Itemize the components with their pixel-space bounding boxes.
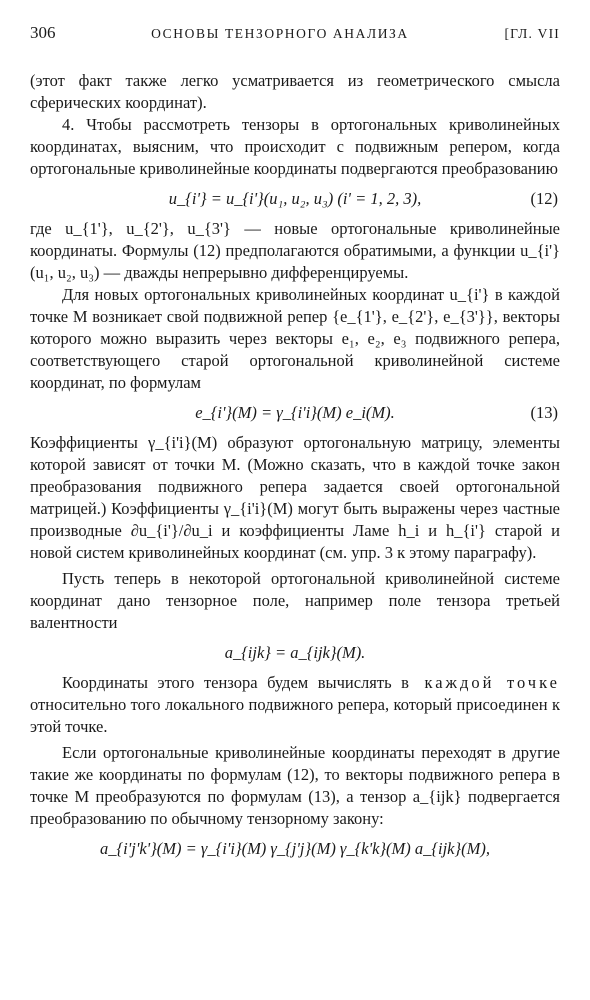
equation-13-body: e_{i'}(M) = γ_{i'i}(M) e_i(M). [195, 403, 395, 422]
equation-transformation-law [30, 830, 560, 868]
equation-tensor-field-body: a_{ijk} = a_{ijk}(M). [224, 643, 366, 662]
running-title: ОСНОВЫ ТЕНЗОРНОГО АНАЛИЗА [151, 26, 409, 41]
equation-12-body: u_{i'} = u_{i'}(u₁, u₂, u₃) (i' = 1, 2, 3), [168, 189, 422, 208]
paragraph-7-end: относительно того локального подвижного репера, который присоединен к этой точке. [30, 695, 560, 736]
paragraph-6: Пусть теперь в некоторой ортогональной криволинейной системе координат дано тензорное поле, например поле тензора третьей валентности [30, 569, 560, 632]
paragraph-2: 4. Чтобы рассмотреть тензоры в ортогональных криволинейных координатах, выясним, что происходит с подвижным репером, когда ортогональные криволинейные координаты подвергаются преобразованию [30, 115, 560, 178]
paragraph-5: Коэффициенты γ_{i'i}(M) образуют ортогональную матрицу, элементы которой зависят от точки M. (Можно сказать, что в каждой точке закон преобразования подвижного репера задается своей ортогональной матрицей.) Коэффициенты γ_{i'i}(M) могут быть выражены через частные производные ∂u_{i'}/∂u_i и коэффициенты Ламе h_i и h_{i'} старой и новой систем криволинейных координат (см. упр. 3 к этому параграфу). [30, 433, 560, 562]
equation-tensor-field [30, 634, 560, 672]
chapter-label: [ГЛ. VII [504, 26, 560, 41]
equation-transformation-law-body: a_{i'j'k'}(M) = γ_{i'i}(M) γ_{j'j}(M) γ_{k'k}(M) a_{ijk}(M), [100, 839, 490, 858]
paragraph-7 [30, 672, 560, 738]
page-header [30, 22, 560, 48]
equation-13-number: (13) [530, 403, 558, 422]
emphasis-spaced: в каждой точке [401, 673, 561, 692]
paragraph-4: Для новых ортогональных криволинейных координат u_{i'} в каждой точке M возникает свой подвижной репер {e_{1'}, e_{2'}, e_{3'}}, векторы которого можно выразить через векторы e₁, e₂, e₃ подвижного репера, соответствующего старой ортогональной криволинейной системе координат, по формулам [30, 285, 560, 392]
paragraph-7-start: Координаты этого тензора будем вычислять [62, 673, 392, 692]
equation-13 [30, 394, 560, 432]
paragraph-3: где u_{1'}, u_{2'}, u_{3'} — новые ортогональные криволинейные координаты. Формулы (12) предполагаются обратимыми, а функции u_{i'}(u₁, u₂, u₃) — дважды непрерывно дифференцируемы. [30, 219, 560, 282]
paragraph-1: (этот факт также легко усматривается из геометрического смысла сферических координат). [30, 71, 560, 112]
equation-12-number: (12) [530, 189, 558, 208]
paragraph-8: Если ортогональные криволинейные координаты переходят в другие такие же координаты по формулам (12), то векторы подвижного репера в точке M преобразуются по формулам (13), а тензор a_{ijk} подвергается преобразованию по обычному тензорному закону: [30, 743, 560, 828]
equation-12 [30, 180, 560, 218]
page-number: 306 [30, 23, 56, 42]
